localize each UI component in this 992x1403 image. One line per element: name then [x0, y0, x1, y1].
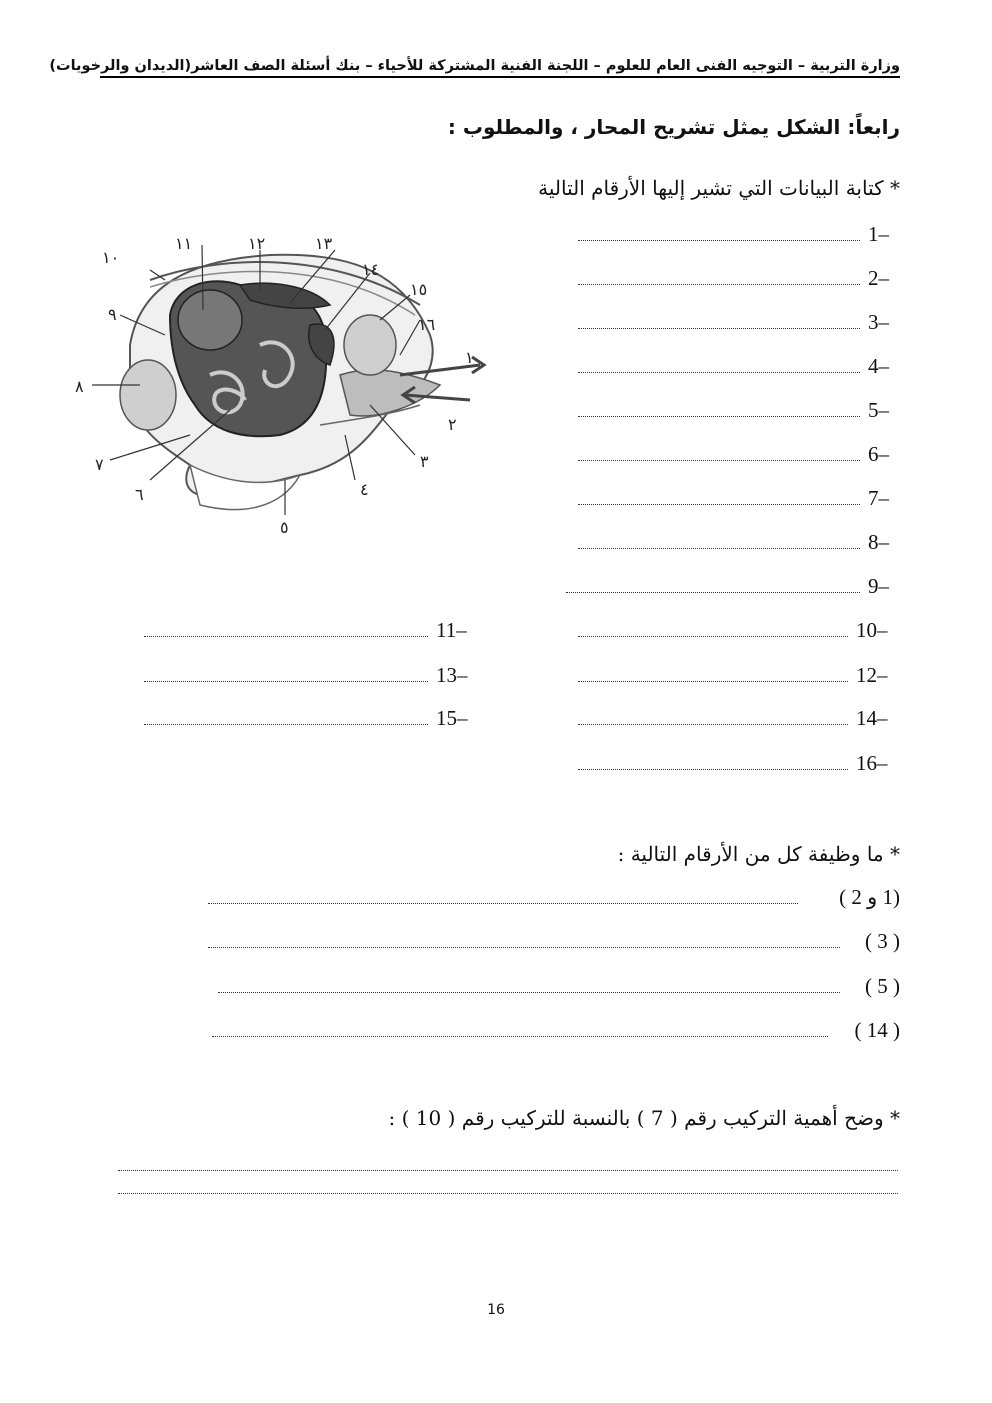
posterior-adductor-muscle — [344, 315, 396, 375]
function-item-14: ( 14 ) — [854, 1018, 900, 1042]
function-answer-3[interactable] — [208, 947, 840, 948]
diagram-label-6: ٦ — [135, 485, 144, 504]
diagram-label-9: ٩ — [108, 305, 117, 324]
label-item-7: 7– — [868, 486, 889, 510]
diagram-label-8: ٨ — [75, 377, 84, 396]
answer-line-11[interactable] — [144, 636, 428, 637]
answer-line-4[interactable] — [578, 372, 860, 373]
label-item-10: 10– — [856, 618, 888, 642]
q3-answer-line-2[interactable] — [118, 1193, 898, 1194]
diagram-label-5: ٥ — [280, 518, 289, 537]
answer-line-15[interactable] — [144, 724, 428, 725]
label-item-12: 12– — [856, 663, 888, 687]
function-item-3: ( 3 ) — [865, 929, 900, 953]
label-item-3: 3– — [868, 310, 889, 334]
q3-answer-line-1[interactable] — [118, 1170, 898, 1171]
diagram-label-2: ٢ — [448, 415, 457, 434]
answer-line-16[interactable] — [578, 769, 848, 770]
label-item-16: 16– — [856, 751, 888, 775]
function-answer-1-2[interactable] — [208, 903, 798, 904]
label-item-11: 11– — [436, 618, 467, 642]
answer-line-12[interactable] — [578, 681, 848, 682]
answer-line-8[interactable] — [578, 548, 860, 549]
page-number: 16 — [487, 1302, 505, 1318]
answer-line-13[interactable] — [144, 681, 428, 682]
function-item-5: ( 5 ) — [865, 974, 900, 998]
label-item-6: 6– — [868, 442, 889, 466]
page-header: وزارة التربية – التوجيه الفنى العام للعلوم – اللجنة الفنية المشتركة للأحياء – بنك أسئلة الصف العاشر(الديدان والرخويات) — [100, 58, 900, 78]
label-item-1: 1– — [868, 222, 889, 246]
answer-line-1[interactable] — [578, 240, 860, 241]
diagram-label-16: ١٦ — [418, 315, 436, 334]
q2-prompt: * ما وظيفة كل من الأرقام التالية : — [617, 842, 900, 866]
q3-prompt: * وضح أهمية التركيب رقم ( 7 ) بالنسبة للتركيب رقم ( 10 ) : — [388, 1106, 900, 1130]
label-item-8: 8– — [868, 530, 889, 554]
label-item-4: 4– — [868, 354, 889, 378]
diagram-label-4: ٤ — [360, 480, 369, 499]
diagram-label-3: ٣ — [420, 452, 429, 471]
diagram-label-11: ١١ — [175, 234, 193, 253]
label-item-14: 14– — [856, 706, 888, 730]
diagram-label-13: ١٣ — [315, 234, 333, 253]
answer-line-6[interactable] — [578, 460, 860, 461]
answer-line-3[interactable] — [578, 328, 860, 329]
function-item-1-2: (1 و 2 ) — [839, 885, 900, 909]
label-item-2: 2– — [868, 266, 889, 290]
answer-line-5[interactable] — [578, 416, 860, 417]
diagram-label-12: ١٢ — [248, 234, 266, 253]
answer-line-2[interactable] — [578, 284, 860, 285]
answer-line-7[interactable] — [578, 504, 860, 505]
label-item-9: 9– — [868, 574, 889, 598]
q1-prompt: * كتابة البيانات التي تشير إليها الأرقام التالية — [538, 176, 900, 200]
section-title: رابعاً: الشكل يمثل تشريح المحار ، والمطلوب : — [447, 115, 900, 139]
anterior-adductor-muscle — [120, 360, 176, 430]
answer-line-10[interactable] — [578, 636, 848, 637]
answer-line-14[interactable] — [578, 724, 848, 725]
oyster-anatomy-diagram — [70, 225, 500, 545]
label-item-5: 5– — [868, 398, 889, 422]
diagram-label-15: ١٥ — [410, 280, 428, 299]
diagram-label-10: ١٠ — [102, 248, 120, 267]
function-answer-14[interactable] — [212, 1036, 828, 1037]
function-answer-5[interactable] — [218, 992, 840, 993]
diagram-label-7: ٧ — [95, 455, 104, 474]
label-item-15: 15– — [436, 706, 468, 730]
diagram-label-14: ١٤ — [362, 260, 380, 279]
diagram-label-1: ١ — [465, 348, 474, 367]
label-item-13: 13– — [436, 663, 468, 687]
answer-line-9[interactable] — [566, 592, 860, 593]
